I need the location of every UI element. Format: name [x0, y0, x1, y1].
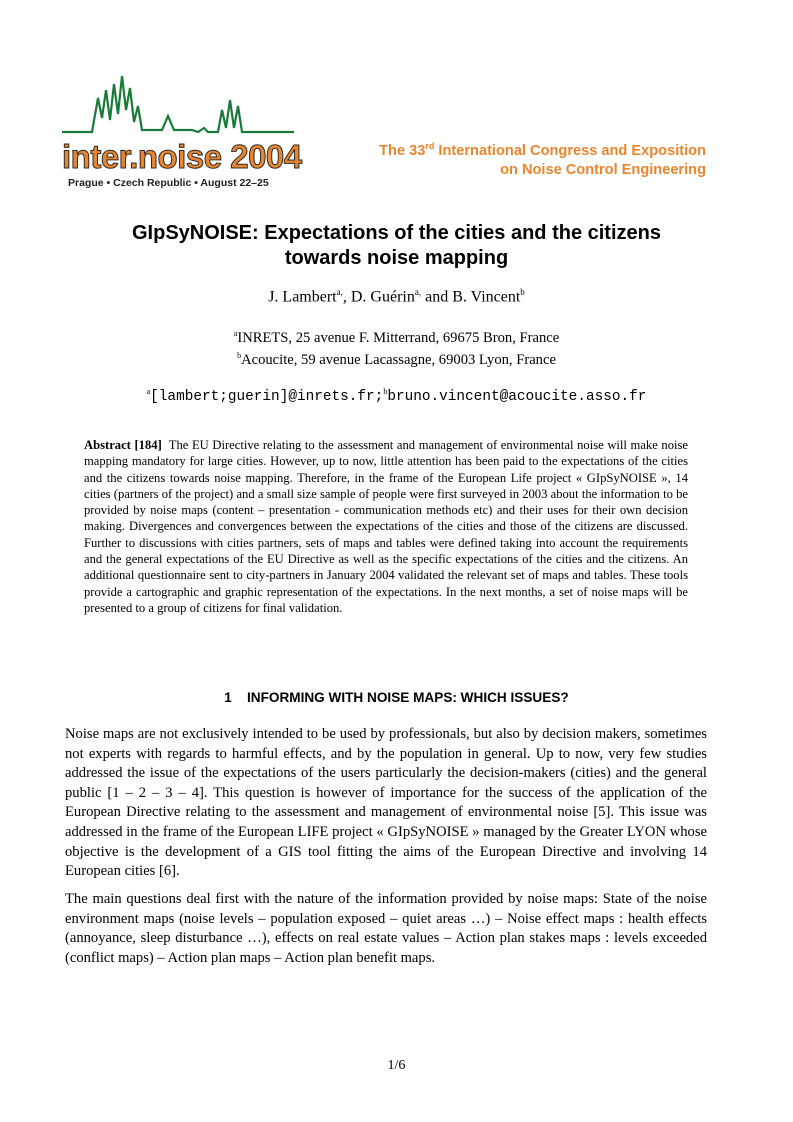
section-heading	[0, 690, 793, 705]
logo-subtitle: Prague • Czech Republic • August 22–25	[68, 177, 269, 189]
conference-heading	[379, 137, 706, 180]
abstract-label: Abstract [184]	[84, 438, 162, 452]
affiliation-list	[0, 325, 793, 369]
abstract	[84, 437, 688, 616]
conference-line-1: The 33rd International Congress and Exposition	[379, 141, 706, 159]
paper-title: GIpSyNOISE: Expectations of the cities and the citizens towards noise mapping	[131, 222, 661, 269]
author-list: J. Lambert$^{a,}$, D. Guérin$^{a,}$ and B. Vincent$^b$	[268, 287, 525, 306]
section-number: 1	[224, 690, 232, 705]
body-paragraph-2: The main questions deal first with the nature of the information provided by noise maps: State of the noise environment maps (noise levels – population exposed – quiet areas …) – Noise effect maps : health effects (annoyance, sleep disturbance …), effects on real estate values – Action plan stakes maps : levels exceeded (conflict maps) – Action plan maps – Action plan benefit maps.	[65, 891, 707, 966]
author-name: D. Guérin	[350, 288, 415, 306]
author-name: B. Vincent	[452, 288, 521, 306]
conference-line-2: on Noise Control Engineering	[500, 161, 706, 178]
author-name: J. Lambert	[268, 288, 337, 306]
body-paragraph-1: Noise maps are not exclusively intended to be used by professionals, but also by decision makers, sometimes not experts with regards to harmful effects, and by the population in general. Up to now, very few studies addressed the issue of the expectations of the users particularly the decision-makers (cities) and the general public [1 – 2 – 3 – 4]. This question is however of importance for the success of the application of the European Directive relating to the assessment and management of environmental noise [5]. This issue was addressed in the frame of the European LIFE project « GIpSyNOISE » managed by the Greater LYON whose objective is the development of a GIS tool fitting the aims of the European Directive and involving 14 European cities [6].	[65, 726, 707, 880]
conference-logo	[62, 70, 302, 192]
logo-wordmark: inter.noise 2004	[62, 138, 302, 175]
affiliation-b: $^b$Acoucite, 59 avenue Lacassagne, 69003 Lyon, France	[237, 350, 556, 368]
skyline-waveform-graphic	[62, 70, 294, 142]
section-title: INFORMING WITH NOISE MAPS: WHICH ISSUES?	[246, 690, 569, 705]
abstract-text: The EU Directive relating to the assessment and management of environmental noise will make noise mapping mandatory for large cities. However, up to now, little attention has been paid to the expectations of the cities and the citizens towards noise mapping. Therefore, in the frame of the European Life project « GIpSyNOISE », 14 cities (partners of the project) and a small size sample of people were first surveyed in 2003 about the information to be provided by noise maps (content – presentation - communication methods etc) and their uses for their own decision making. Divergences and convergences between the expectations of the cities and those of the citizens are discussed. Further to discussions with cities partners, sets of maps and tables were defined taking into account the requirements and the general expectations of the EU Directive as well as the specific expectations of the cities and the citizens. An additional questionnaire sent to city-partners in January 2004 validated the relevant set of maps and tables. These tools provide a cartographic and graphic representation of the expectations. In the next months, a set of noise maps will be presented to a group of citizens for final validation.	[84, 438, 688, 615]
author-emails: $^a$[lambert;guerin]@inrets.fr;$^b$bruno.vincent@acoucite.asso.fr	[146, 387, 647, 405]
email-link-b[interactable]: bruno.vincent@acoucite.asso.fr	[387, 388, 647, 405]
affiliation-a: $^a$INRETS, 25 avenue F. Mitterrand, 69675 Bron, France	[233, 329, 560, 346]
page-number: 1/6	[387, 1058, 406, 1073]
email-link-a[interactable]: [lambert;guerin]@inrets.fr;	[150, 388, 384, 405]
